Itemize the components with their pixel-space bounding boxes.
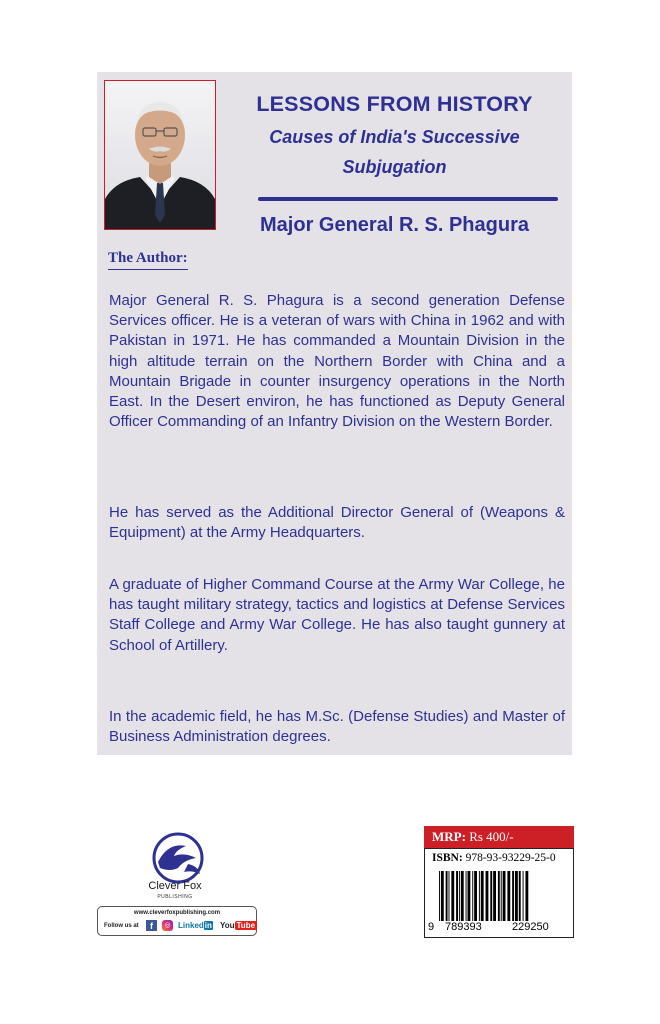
barcode-bar xyxy=(472,871,473,921)
isbn-value: 978-93-93229-25-0 xyxy=(465,852,556,864)
barcode-bar xyxy=(493,871,496,921)
publisher-website[interactable]: www.cleverfoxpublishing.com xyxy=(133,910,221,916)
barcode-bar xyxy=(468,871,471,921)
barcode-bar xyxy=(490,871,492,921)
price-band xyxy=(424,826,574,848)
book-subtitle-line1: Causes of India's Successive xyxy=(269,127,520,147)
youtube-icon[interactable]: You Tube xyxy=(220,921,256,930)
barcode-bar xyxy=(519,871,521,921)
bio-paragraph: He has served as the Additional Director General of (Weapons & Equipment) at the Army Headquarters. xyxy=(109,504,565,542)
barcode-bar xyxy=(525,871,528,921)
bio-paragraph: A graduate of Higher Command Course at the Army War College, he has taught military strategy, tactics and logistics at Defense Services Staff College and Army War College. He has also taught gunnery at School of Artillery. xyxy=(109,576,565,654)
barcode-bar xyxy=(481,871,484,921)
bio-paragraph: In the academic field, he has M.Sc. (Defense Studies) and Master of Business Administration degrees. xyxy=(109,708,565,746)
publisher-tagline: PUBLISHING xyxy=(157,894,193,900)
barcode-bar xyxy=(439,871,440,921)
isbn-box: ISBN: 978-93-93229-25-0 9 789393 229250 xyxy=(424,848,574,938)
facebook-icon[interactable]: f xyxy=(146,920,157,931)
barcode-bar xyxy=(498,871,500,921)
barcode-bar xyxy=(459,871,460,921)
price-value: Rs 400/- xyxy=(469,829,514,844)
barcode-bar xyxy=(501,871,502,921)
isbn-label: ISBN: xyxy=(432,852,463,864)
barcode-bar xyxy=(503,871,506,921)
author-name: Major General R. S. Phagura xyxy=(260,214,529,236)
barcode-bar xyxy=(523,871,524,921)
instagram-icon[interactable]: ◎ xyxy=(162,920,173,931)
barcode-bar xyxy=(456,871,458,921)
price-label: MRP: xyxy=(432,829,466,844)
barcode-bar xyxy=(466,871,467,921)
follow-us-label: Follow us at xyxy=(104,923,139,929)
barcode-bar xyxy=(441,871,444,921)
barcode-bar xyxy=(479,871,480,921)
barcode-bar xyxy=(449,871,450,921)
title-divider xyxy=(258,197,558,201)
book-subtitle-line2: Subjugation xyxy=(342,157,447,177)
barcode-bar xyxy=(474,871,477,921)
publisher-contact-box xyxy=(97,906,257,936)
barcode-bar xyxy=(486,871,489,921)
barcode-bar xyxy=(451,871,454,921)
barcode-bar xyxy=(461,871,464,921)
barcode-bar xyxy=(512,871,514,921)
publisher-name: Clever Fox xyxy=(148,880,202,892)
isbn-line xyxy=(432,852,556,864)
author-photo xyxy=(104,80,216,230)
barcode-bar xyxy=(446,871,448,921)
book-title: LESSONS FROM HISTORY xyxy=(256,92,533,116)
bio-paragraph: Major General R. S. Phagura is a second generation Defense Services officer. He is a veteran of wars with China in 1962 and with Pakistan in 1971. He has commanded a Mountain Division in the high altitude terrain on the Northern Border with China and a Mountain Brigade in counter insurgency operations in the North East. In the Desert environ, he has functioned as Deputy General Officer Commanding of an Infantry Division on the Western Border. xyxy=(109,292,565,431)
barcode-bar xyxy=(507,871,510,921)
linkedin-icon[interactable]: Linkedin xyxy=(178,921,212,930)
author-section-heading: The Author: xyxy=(108,250,188,270)
barcode-bar xyxy=(515,871,518,921)
barcode xyxy=(439,871,563,923)
